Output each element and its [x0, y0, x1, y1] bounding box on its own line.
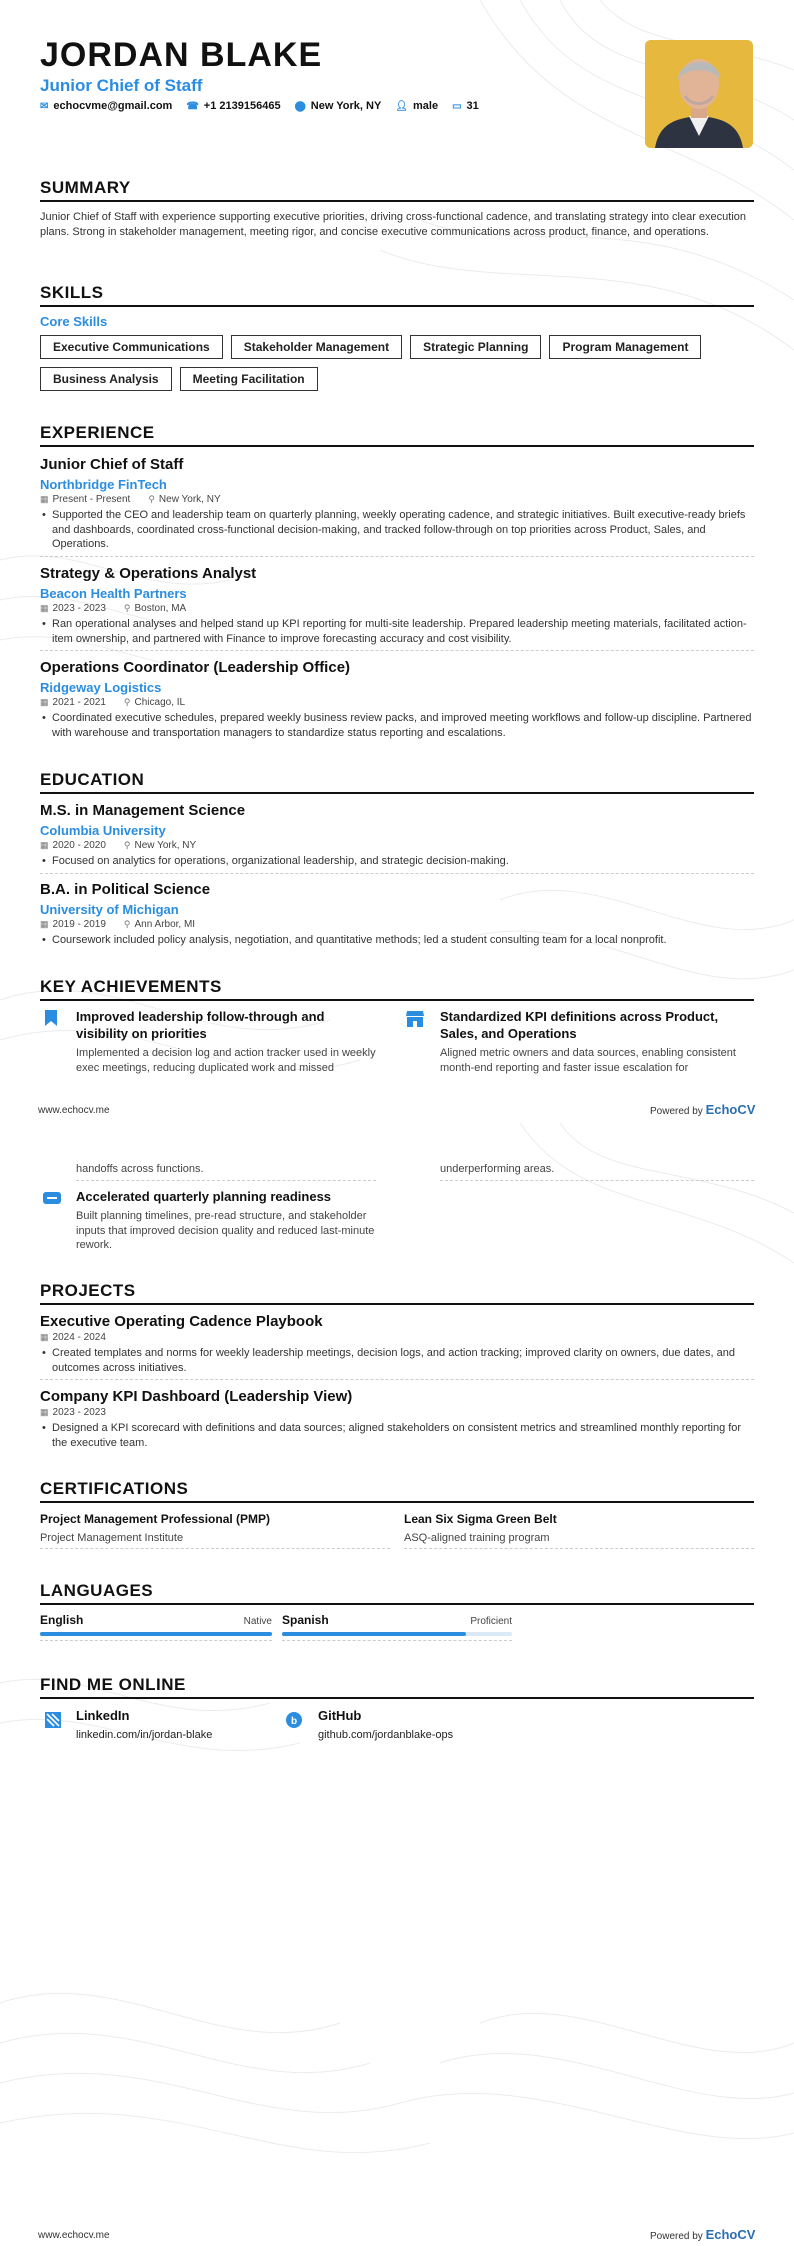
online-link-url[interactable]: github.com/jordanblake-ops	[318, 1729, 454, 1741]
calendar-icon: ▦	[40, 603, 49, 613]
candidate-name: JORDAN BLAKE	[40, 36, 323, 74]
experience-company: Northbridge FinTech	[40, 477, 167, 492]
experience-heading: EXPERIENCE	[40, 423, 754, 447]
skill-chip: Business Analysis	[40, 367, 172, 391]
contact-email[interactable]: ✉ echocvme@gmail.com	[40, 100, 173, 112]
language-level: Proficient	[470, 1616, 512, 1627]
location-pin-icon: ⚲	[123, 919, 131, 929]
experience-role: Strategy & Operations Analyst	[40, 565, 257, 582]
svg-text:b: b	[290, 1716, 298, 1727]
calendar-icon: ▭	[452, 100, 462, 112]
resume-page-2	[0, 1123, 794, 2246]
experience-entry	[40, 659, 754, 740]
education-dates: 2019 - 2019	[52, 919, 106, 930]
calendar-icon: ▦	[40, 1332, 49, 1342]
project-dates: 2024 - 2024	[52, 1332, 106, 1343]
education-school: Columbia University	[40, 823, 166, 838]
footer-site[interactable]: www.echocv.me	[38, 2230, 110, 2241]
project-entry	[40, 1388, 754, 1450]
education-entry	[40, 802, 754, 874]
education-heading: EDUCATION	[40, 770, 754, 794]
project-name: Company KPI Dashboard (Leadership View)	[40, 1388, 353, 1405]
echocv-logo: EchoCV	[705, 1102, 756, 1117]
achievement-text-continued: underperforming areas.	[440, 1162, 754, 1181]
project-entry	[40, 1313, 754, 1380]
experience-role: Junior Chief of Staff	[40, 456, 184, 473]
achievement-item	[76, 1008, 376, 1075]
skill-chip: Meeting Facilitation	[180, 367, 318, 391]
online-heading: FIND ME ONLINE	[40, 1675, 754, 1699]
calendar-icon: ▦	[40, 840, 49, 850]
achievement-text: Built planning timelines, pre-read structure, and stakeholder inputs that improved decision quality and reduced last-minute rework.	[76, 1210, 375, 1251]
calendar-icon: ▦	[40, 494, 49, 504]
project-description: • Designed a KPI scorecard with definitions and data sources; aligned stakeholders on consistent metrics and streamlined monthly reporting for the executive team.	[40, 1421, 754, 1450]
achievement-title: Accelerated quarterly planning readiness	[76, 1189, 332, 1204]
ticket-icon	[43, 1191, 61, 1210]
achievements-heading: KEY ACHIEVEMENTS	[40, 977, 754, 1001]
contact-phone[interactable]: ☎ +1 2139156465	[186, 100, 281, 112]
education-school: University of Michigan	[40, 902, 179, 917]
certification-issuer: Project Management Institute	[40, 1532, 184, 1544]
echocv-logo: EchoCV	[705, 2227, 756, 2242]
experience-description: • Ran operational analyses and helped stand up KPI reporting for multi-site leadership. Prepared leadership meeting materials, facilitated action-item ownership, and partnered with Finance to improve forecasting accuracy and cost visibility.	[40, 617, 754, 651]
experience-role: Operations Coordinator (Leadership Office)	[40, 659, 351, 676]
location-pin-icon: ⚲	[123, 603, 131, 613]
job-title: Junior Chief of Staff	[40, 76, 203, 95]
projects-heading: PROJECTS	[40, 1281, 754, 1305]
location-pin-icon: ⚲	[123, 840, 131, 850]
bookmark-icon	[44, 1010, 58, 1031]
experience-dates: 2021 - 2021	[52, 697, 106, 708]
contact-location: ⬤ New York, NY	[294, 100, 382, 112]
language-proficiency-fill	[40, 1632, 272, 1636]
skills-group-label: Core Skills	[40, 314, 108, 329]
online-link-url[interactable]: linkedin.com/in/jordan-blake	[76, 1729, 213, 1741]
skill-chip: Program Management	[549, 335, 701, 359]
language-item	[40, 1613, 272, 1641]
experience-company: Beacon Health Partners	[40, 586, 187, 601]
online-link-name: GitHub	[318, 1708, 362, 1723]
footer-site[interactable]: www.echocv.me	[38, 1105, 110, 1116]
project-description: • Created templates and norms for weekly leadership meetings, decision logs, and action tracking; improved clarity on owners, due dates, and outcomes across initiatives.	[40, 1346, 754, 1380]
certification-item	[404, 1512, 754, 1549]
project-dates: 2023 - 2023	[52, 1407, 106, 1418]
achievement-title: Improved leadership follow-through and visibility on priorities	[76, 1009, 325, 1041]
experience-entry	[40, 565, 754, 651]
footer-powered: Powered by EchoCV	[650, 2227, 756, 2242]
certification-item	[40, 1512, 390, 1549]
footer-powered: Powered by EchoCV	[650, 1102, 756, 1117]
online-link-name: LinkedIn	[76, 1708, 130, 1723]
summary-text: Junior Chief of Staff with experience supporting executive priorities, driving cross-functional cadence, and translating strategy into clear execution plans. Strong in stakeholder management, meeting rigor, and concise executive communications across product, finance, and operations.	[40, 211, 747, 238]
experience-description: • Supported the CEO and leadership team on quarterly planning, weekly operating cadence, and strategic initiatives. Built executive-ready briefs and dashboards, coordinated cross-functional decision-making, and tracked follow-through on top priorities across Product, Sales, and Operations.	[40, 508, 754, 557]
experience-company: Ridgeway Logistics	[40, 680, 162, 695]
certification-name: Lean Six Sigma Green Belt	[404, 1512, 557, 1526]
certification-issuer: ASQ-aligned training program	[404, 1532, 550, 1544]
experience-dates: 2023 - 2023	[52, 603, 106, 614]
contact-gender: 👤︎ male	[395, 100, 439, 112]
experience-location: Chicago, IL	[134, 697, 186, 708]
online-link-github[interactable]	[318, 1708, 453, 1741]
location-pin-icon: ⚲	[148, 494, 155, 504]
certifications-heading: CERTIFICATIONS	[40, 1479, 754, 1503]
online-link-linkedin[interactable]	[76, 1708, 212, 1741]
skill-chip: Strategic Planning	[410, 335, 541, 359]
skills-list	[40, 335, 754, 391]
calendar-icon: ▦	[40, 919, 49, 929]
language-name: English	[40, 1613, 84, 1627]
project-name: Executive Operating Cadence Playbook	[40, 1313, 323, 1330]
contact-age: ▭ 31	[452, 100, 479, 112]
store-icon	[406, 1011, 424, 1032]
language-level: Native	[243, 1616, 272, 1627]
languages-heading: LANGUAGES	[40, 1581, 754, 1605]
achievement-title: Standardized KPI definitions across Product, Sales, and Operations	[440, 1009, 719, 1041]
location-pin-icon: ⚲	[123, 697, 131, 707]
language-item	[282, 1613, 512, 1641]
education-entry	[40, 881, 754, 948]
education-dates: 2020 - 2020	[52, 840, 106, 851]
language-proficiency-fill	[282, 1632, 466, 1636]
achievement-text: Implemented a decision log and action tracker used in weekly exec meetings, reducing duplicated work and missed	[76, 1047, 376, 1074]
experience-description: • Coordinated executive schedules, prepared weekly business review packs, and improved meeting workflows and follow-up discipline. Partnered with warehouse and transportation managers to standardize status reporting and escalations.	[40, 711, 754, 740]
person-icon: 👤︎	[395, 100, 408, 112]
education-location: Ann Arbor, MI	[134, 919, 196, 930]
achievement-item	[440, 1008, 754, 1075]
education-description: • Focused on analytics for operations, organizational leadership, and strategic decision-making.	[40, 854, 754, 874]
location-pin-icon: ⬤	[294, 100, 306, 112]
experience-entry	[40, 456, 754, 557]
education-description: • Coursework included policy analysis, negotiation, and quantitative methods; led a student consulting team for a local nonprofit.	[40, 933, 754, 948]
education-degree: B.A. in Political Science	[40, 881, 211, 898]
skills-heading: SKILLS	[40, 283, 754, 307]
experience-dates: Present - Present	[52, 494, 131, 505]
education-location: New York, NY	[134, 840, 197, 851]
education-degree: M.S. in Management Science	[40, 802, 246, 819]
skill-chip: Stakeholder Management	[231, 335, 402, 359]
linkedin-icon	[45, 1712, 61, 1733]
language-proficiency-bar	[40, 1632, 272, 1636]
email-icon: ✉	[40, 100, 49, 112]
calendar-icon: ▦	[40, 697, 49, 707]
github-icon	[286, 1712, 302, 1733]
language-proficiency-bar	[282, 1632, 512, 1636]
certification-name: Project Management Professional (PMP)	[40, 1512, 271, 1526]
achievement-text-continued: handoffs across functions.	[76, 1162, 376, 1181]
experience-location: New York, NY	[158, 494, 221, 505]
achievement-text: Aligned metric owners and data sources, enabling consistent month-end reporting and faster issue escalation for	[440, 1047, 736, 1074]
profile-photo	[645, 40, 753, 148]
phone-icon: ☎	[186, 100, 199, 112]
calendar-icon: ▦	[40, 1407, 49, 1417]
achievement-item	[76, 1188, 386, 1253]
contact-bar	[40, 100, 479, 112]
summary-heading: SUMMARY	[40, 178, 754, 202]
language-name: Spanish	[282, 1613, 329, 1627]
experience-location: Boston, MA	[134, 603, 187, 614]
skill-chip: Executive Communications	[40, 335, 223, 359]
